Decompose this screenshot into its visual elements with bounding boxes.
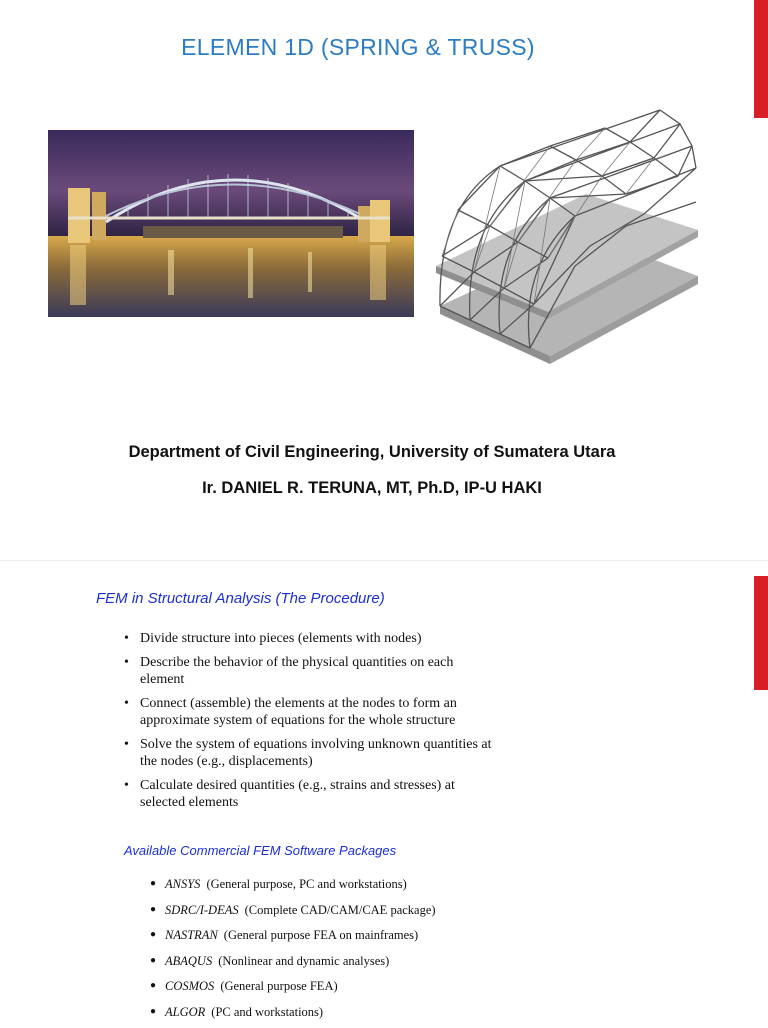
list-item: • Solve the system of equations involving unknown quantities at the nodes (e.g., displacements) bbox=[122, 736, 492, 770]
package-description: (PC and workstations) bbox=[211, 1005, 323, 1019]
package-description: (General purpose, PC and workstations) bbox=[206, 877, 406, 891]
bullet-icon: ● bbox=[150, 952, 156, 970]
package-description: (General purpose FEA) bbox=[220, 979, 337, 993]
list-item: • Describe the behavior of the physical quantities on each element bbox=[122, 654, 492, 688]
package-name: ABAQUS bbox=[165, 954, 212, 968]
package-description: (Nonlinear and dynamic analyses) bbox=[218, 954, 389, 968]
slide-title: ELEMEN 1D (SPRING & TRUSS) bbox=[0, 34, 716, 61]
department-line: Department of Civil Engineering, University of Sumatera Utara bbox=[0, 443, 744, 462]
bullet-icon: • bbox=[124, 695, 129, 712]
list-item bbox=[148, 875, 436, 901]
list-item bbox=[148, 977, 436, 1003]
package-name: ALGOR bbox=[165, 1005, 205, 1019]
bullet-icon: • bbox=[124, 777, 129, 794]
software-package-list bbox=[148, 875, 436, 1028]
author-line: Ir. DANIEL R. TERUNA, MT, Ph.D, IP-U HAKI bbox=[0, 479, 744, 498]
fem-procedure-heading: FEM in Structural Analysis (The Procedure) bbox=[96, 590, 385, 607]
bullet-icon: ● bbox=[150, 926, 156, 944]
slide-divider bbox=[0, 560, 768, 561]
package-name: COSMOS bbox=[165, 979, 214, 993]
package-name: ANSYS bbox=[165, 877, 200, 891]
package-description: (General purpose FEA on mainframes) bbox=[224, 928, 418, 942]
list-item: • Calculate desired quantities (e.g., strains and stresses) at selected elements bbox=[122, 777, 492, 811]
accent-bar bbox=[754, 576, 768, 690]
list-item bbox=[148, 1003, 436, 1028]
bullet-icon: ● bbox=[150, 1003, 156, 1021]
bullet-icon: • bbox=[124, 654, 129, 671]
bullet-icon: • bbox=[124, 736, 129, 753]
list-item bbox=[148, 952, 436, 978]
procedure-list bbox=[122, 630, 492, 818]
bullet-icon: ● bbox=[150, 875, 156, 893]
list-item bbox=[148, 901, 436, 927]
list-item: • Divide structure into pieces (elements with nodes) bbox=[122, 630, 492, 647]
software-packages-heading: Available Commercial FEM Software Packages bbox=[124, 843, 396, 858]
list-item bbox=[148, 926, 436, 952]
package-description: (Complete CAD/CAM/CAE package) bbox=[245, 903, 436, 917]
bullet-icon: ● bbox=[150, 977, 156, 995]
package-name: NASTRAN bbox=[165, 928, 218, 942]
bridge-photo bbox=[48, 130, 414, 317]
bullet-icon: ● bbox=[150, 901, 156, 919]
list-item: • Connect (assemble) the elements at the nodes to form an approximate system of equations for the whole structure bbox=[122, 695, 492, 729]
accent-bar bbox=[754, 0, 768, 118]
truss-structure-illustration bbox=[430, 106, 698, 364]
package-name: SDRC/I-DEAS bbox=[165, 903, 239, 917]
bullet-icon: • bbox=[124, 630, 129, 647]
